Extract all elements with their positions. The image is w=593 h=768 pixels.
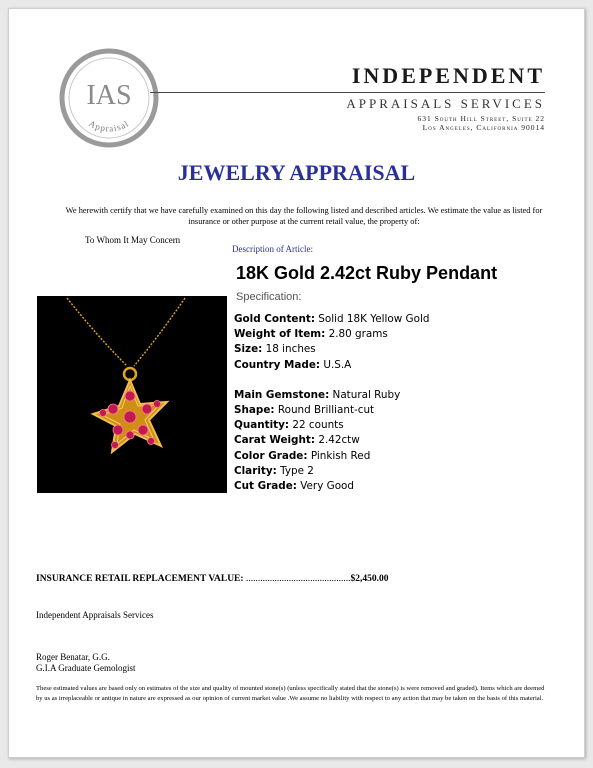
ias-logo [57, 46, 161, 150]
description-label: Description of Article: [232, 244, 313, 254]
insurance-dots: ............................................ [245, 574, 351, 584]
disclaimer: These estimated values are based only on estimates of the size and quality of mounted stone(s) (unless specifically stated that the stone(s) is were removed and graded). Items which are deemed by us as irreplaceable or antique in nature are expressed as our opinion of current market value .We assume no liability with respect to any action that may be taken on the basis of this material. [36, 685, 545, 702]
spec-row: Size: 18 inches [234, 343, 316, 356]
pendant-photo [37, 296, 227, 493]
insurance-value-line [36, 574, 388, 584]
address-line-2: Los Angeles, California 90014 [422, 123, 545, 132]
svg-text:Appraisal: Appraisal [87, 118, 131, 134]
header-rule [150, 92, 545, 93]
spec-row: Carat Weight: 2.42ctw [234, 434, 360, 447]
insurance-value: $2,450.00 [350, 574, 389, 584]
company-name: INDEPENDENT [351, 63, 545, 88]
signer-name: Roger Benatar, G.G. [36, 652, 110, 662]
spec-row: Clarity: Type 2 [234, 464, 314, 477]
recipient: To Whom It May Concern [85, 235, 181, 245]
company-subtitle: APPRAISALS SERVICES [346, 96, 545, 111]
certify-text: We herewith certify that we have carefully examined on this day the following listed and described articles. We estimate the value as listed for insurance or other purpose at the current retail value, the property of: [65, 206, 543, 226]
spec-row: Main Gemstone: Natural Ruby [234, 388, 401, 401]
signer-title: G.I.A Graduate Gemologist [36, 663, 136, 673]
spec-row: Country Made: U.S.A [234, 358, 352, 371]
spec-list [234, 312, 429, 494]
company-line: Independent Appraisals Services [36, 610, 154, 620]
spec-row: Cut Grade: Very Good [234, 480, 355, 493]
specification-label: Specification: [236, 291, 302, 303]
spec-row: Color Grade: Pinkish Red [234, 449, 371, 462]
spec-row: Shape: Round Brilliant-cut [234, 404, 375, 417]
document-title: JEWELRY APPRAISAL [177, 160, 416, 185]
item-title: 18K Gold 2.42ct Ruby Pendant [236, 263, 498, 283]
svg-text:IAS: IAS [86, 80, 132, 111]
spec-row: Gold Content: Solid 18K Yellow Gold [234, 313, 430, 325]
insurance-label: INSURANCE RETAIL REPLACEMENT VALUE: [36, 574, 244, 584]
spec-row: Weight of Item: 2.80 grams [234, 328, 388, 341]
address-line-1: 631 South Hill Street, Suite 22 [417, 114, 545, 123]
spec-row: Quantity: 22 counts [234, 419, 344, 432]
